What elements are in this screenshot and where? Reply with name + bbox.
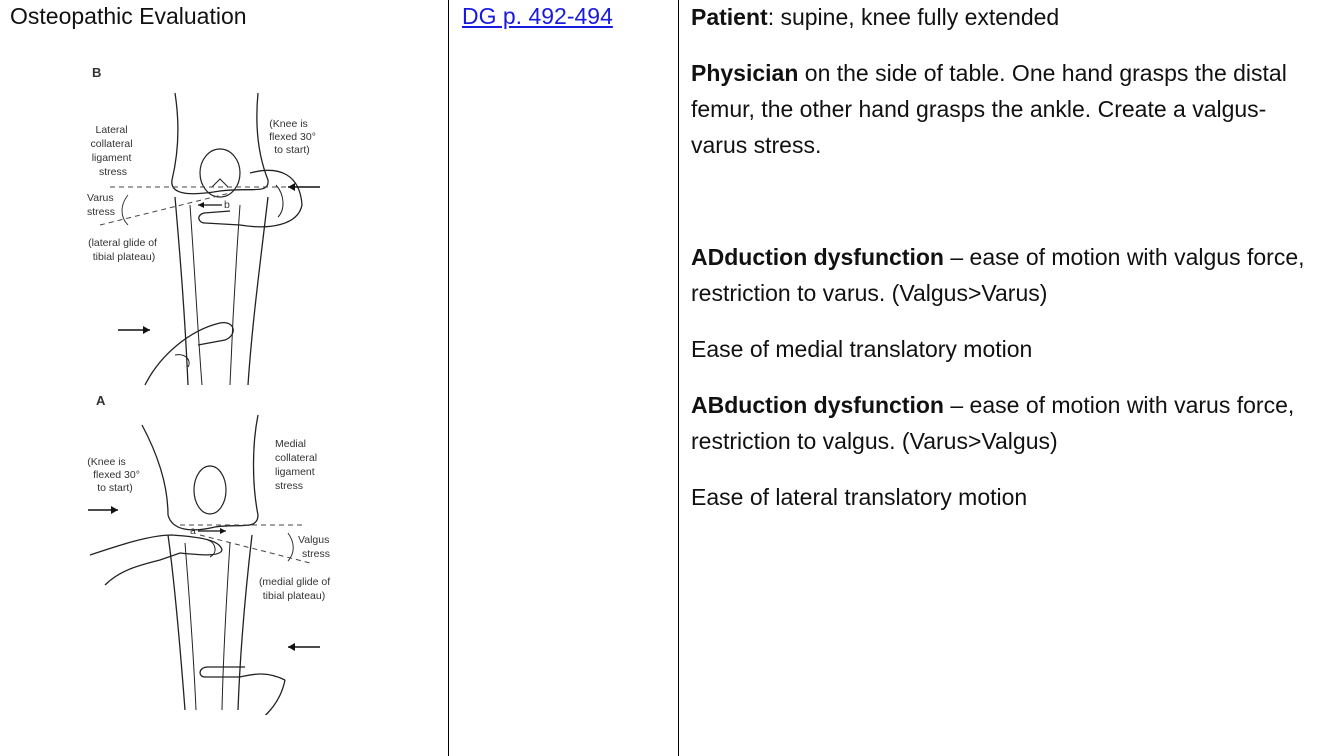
adduction-note: Ease of medial translatory motion bbox=[691, 336, 1033, 362]
panel-b-knee-label: (Knee is flexed 30° to start) bbox=[269, 118, 316, 156]
adduction-paragraph bbox=[691, 239, 1321, 311]
panel-b-glide-label: (lateral glide of tibial plateau) bbox=[88, 237, 157, 263]
adduction-label: ADduction dysfunction bbox=[691, 244, 944, 270]
panel-a bbox=[87, 393, 333, 715]
panel-a-mcl-label: Medial collateral ligament stress bbox=[275, 438, 318, 492]
adduction-text: – ease of motion with valgus force, restriction to varus. (Valgus>Varus) bbox=[691, 244, 1305, 306]
physician-paragraph bbox=[691, 55, 1321, 163]
table-cell-procedure bbox=[679, 0, 1334, 756]
table-cell-reference bbox=[449, 0, 679, 756]
panel-b-mark: b bbox=[224, 199, 230, 211]
panel-b-lcl-label: Lateral collateral ligament stress bbox=[90, 124, 133, 178]
patient-paragraph bbox=[691, 0, 1321, 35]
abduction-note: Ease of lateral translatory motion bbox=[691, 484, 1028, 510]
panel-b-letter: B bbox=[92, 65, 102, 80]
knee-stress-figure bbox=[80, 55, 360, 715]
reference-link[interactable]: DG p. 492-494 bbox=[462, 3, 613, 29]
physician-text: on the side of table. One hand grasps the distal femur, the other hand grasps the ankle. Create a valgus-varus stress. bbox=[691, 60, 1287, 158]
abduction-paragraph bbox=[691, 387, 1321, 459]
abduction-label: ABduction dysfunction bbox=[691, 392, 944, 418]
physician-label: Physician bbox=[691, 60, 799, 86]
panel-a-knee-label: (Knee is flexed 30° to start) bbox=[87, 456, 140, 494]
panel-a-valgus-label: Valgus stress bbox=[298, 534, 331, 560]
patient-text: : supine, knee fully extended bbox=[767, 4, 1060, 30]
panel-b-varus-label: Varus stress bbox=[87, 192, 116, 218]
panel-a-glide-label: (medial glide of tibial plateau) bbox=[258, 576, 331, 602]
panel-b bbox=[87, 65, 320, 385]
panel-a-mark: a bbox=[190, 525, 196, 537]
cell-title: Osteopathic Evaluation bbox=[10, 3, 247, 29]
abduction-text: – ease of motion with varus force, restriction to valgus. (Varus>Valgus) bbox=[691, 392, 1295, 454]
table-cell-evaluation bbox=[0, 0, 449, 756]
panel-a-letter: A bbox=[96, 393, 106, 408]
patient-label: Patient bbox=[691, 4, 768, 30]
